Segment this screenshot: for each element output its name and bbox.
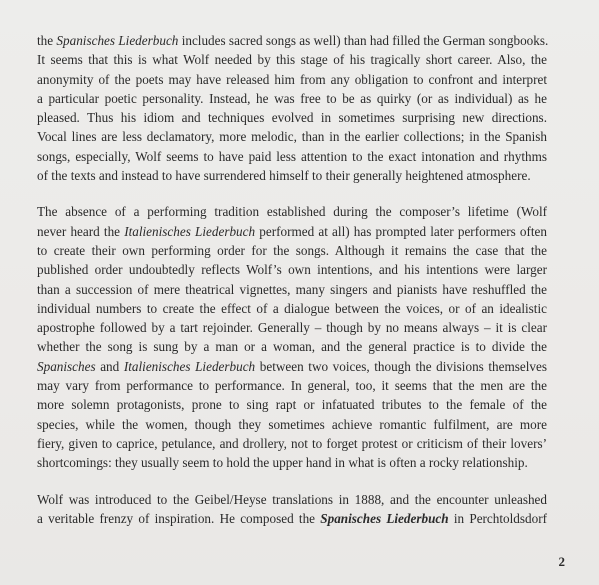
text-line: Wolf was introduced to the Geibel/Heyse translations in 1888, and the encounter unleashed xyxy=(37,491,547,507)
text-line: a veritable frenzy of inspiration. He composed the Spanisches Liederbuch in Perchtoldsdorf xyxy=(37,510,547,526)
text-line: The absence of a performing tradition established during the composer’s lifetime (Wolf xyxy=(37,204,547,220)
text-line: published order undoubtedly reflects Wolf’s own intentions, and his intentions were larger xyxy=(37,262,547,278)
text-line: It seems that this is what Wolf needed by this stage of his tragically short career. Also, the xyxy=(37,52,547,68)
text-line: individual numbers to create the effect of a dialogue between the voices, or of an idealistic xyxy=(37,300,547,316)
text-line: more solemn protagonists, prone to sing rapt or infatuated tributes to the female of the xyxy=(37,397,547,413)
body-text xyxy=(37,31,547,528)
text-line: may vary from performance to performance. In general, too, it seems that the men are the xyxy=(37,378,547,394)
page-number: 2 xyxy=(558,554,565,569)
paragraph-3 xyxy=(37,490,547,529)
text-line: apostrophe followed by a tart rejoinder. Generally – though by no means always – it is clear xyxy=(37,320,547,336)
text-line: pleased. Thus his idiom and techniques evolved in sometimes surprising new directions. xyxy=(37,110,547,126)
text-line: anonymity of the poets may have released him from any obligation to confront and interpret xyxy=(37,71,547,87)
text-line: whether the song is sung by a man or a woman, and the general practice is to divide the xyxy=(37,339,547,355)
text-line: songs, especially, Wolf seems to have paid less attention to the exact intonation and rhythms xyxy=(37,148,547,164)
text-line: than a succession of mere theatrical vignettes, many singers and pianists have reshuffled the xyxy=(37,281,547,297)
text-line: of the texts and instead to have surrendered himself to their generally heightened atmosphere. xyxy=(37,168,531,184)
text-line: fiery, given to caprice, petulance, and drollery, not to forget protest or criticism of their lovers’ xyxy=(37,435,547,451)
text-line: species, while the women, though they sometimes achieve romantic fulfilment, are more xyxy=(37,416,547,432)
text-line: to create their own performing order for the songs. Although it remains the case that the xyxy=(37,242,547,258)
paragraph-2 xyxy=(37,202,547,472)
text-line: never heard the Italienisches Liederbuch performed at all) has prompted later performers often xyxy=(37,223,547,239)
text-line: a particular poetic personality. Instead, he was free to be as quirky (or as individual) as he xyxy=(37,90,547,106)
text-line: Vocal lines are less declamatory, more melodic, than in the earlier collections; in the Spanish xyxy=(37,129,547,145)
text-line: Spanisches and Italienisches Liederbuch between two voices, though the divisions themselves xyxy=(37,358,547,374)
text-line: the Spanisches Liederbuch includes sacred songs as well) than had filled the German songbooks. xyxy=(37,33,549,48)
paragraph-1 xyxy=(37,31,547,185)
text-line: shortcomings: they usually seem to hold the upper hand in what is often a rocky relationship. xyxy=(37,455,528,471)
